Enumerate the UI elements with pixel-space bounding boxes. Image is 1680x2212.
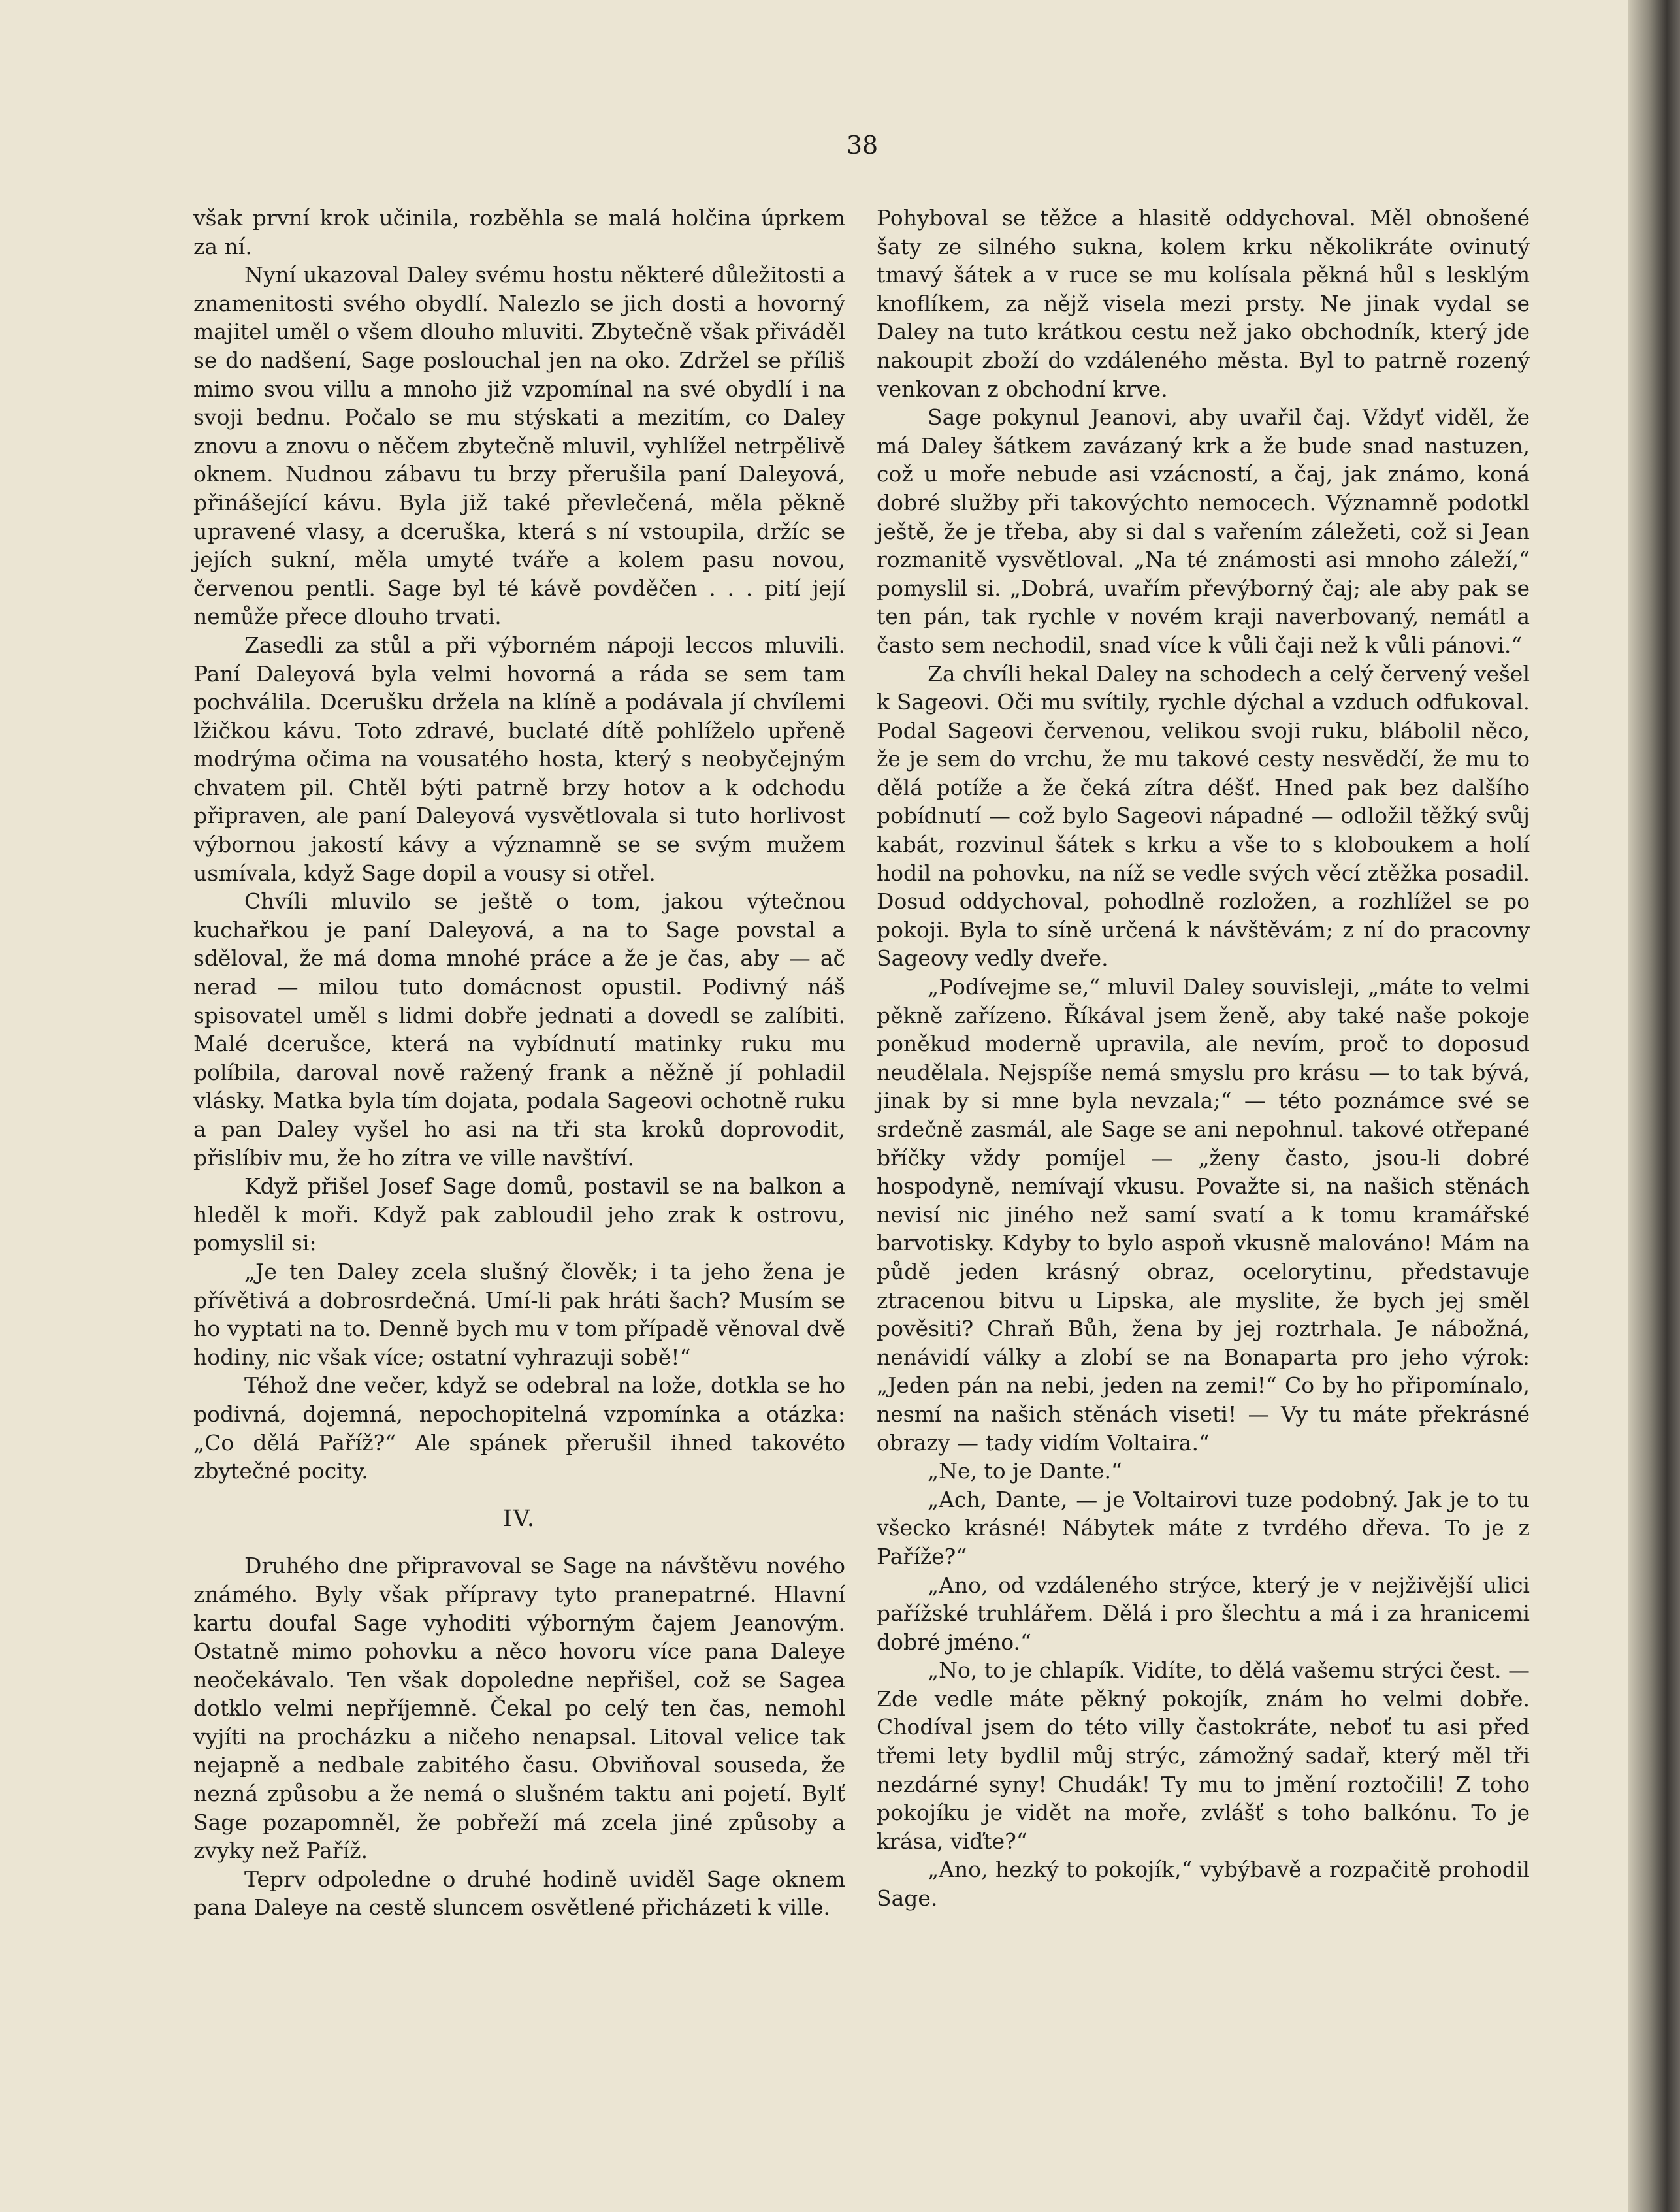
paragraph: Sage pokynul Jeanovi, aby uvařil čaj. Vždyť viděl, že má Daley šátkem zavázaný krk a že bude snad nastuzen, což u moře nebude asi vzácností, a čaj, jak známo, koná dobré služby při takovýchto nemocech. Významně podotkl ještě, že je třeba, aby si dal s vařením záležeti, což si Jean rozmanitě vysvětloval. „Na té známosti asi mnoho záleží,“ pomyslil si. „Dobrá, uvařím převýborný čaj; ale aby pak se ten pán, tak rychle v novém kraji naverbovaný, nemátl a často sem nechodil, snad více k vůli čaji než k vůli pánovi.“ [877,404,1530,658]
paragraph: Téhož dne večer, když se odebral na lože, dotkla se ho podivná, dojemná, nepochopitelná vzpomínka a otázka: „Co dělá Paříž?“ Ale spánek přerušil ihned takovéto zbytečné pocity. [193,1373,845,1484]
paragraph: Nyní ukazoval Daley svému hostu některé důležitosti a znamenitosti svého obydlí. Nalezlo se jich dosti a hovorný majitel uměl o všem dlouho mluviti. Zbytečně však přiváděl se do nadšení, Sage poslouchal jen na oko. Zdržel se příliš mimo svou villu a mnoho již vzpomínal na své obydlí i na svoji bednu. Počalo se mu stýskati a mezitím, co Daley znovu a znovu o něčem zbytečně mluvil, vyhlížel netrpělivě oknem. Nudnou zábavu tu brzy přerušila paní Daleyová, přinášející kávu. Byla již také převlečená, měla pěkně upravené vlasy, a dceruška, která s ní vstoupila, držíc se jejích sukní, měla umyté tváře a kolem pasu novou, červenou pentli. Sage byl té kávě povděčen . . . pití její nemůže přece dlouho trvati. [193,262,845,630]
paragraph: však první krok učinila, rozběhla se malá holčina úprkem za ní. [193,205,845,259]
paragraph: „Ano, od vzdáleného strýce, který je v nejživější ulici pařížské truhlářem. Dělá i pro šlechtu a má i za hranicemi dobré jméno.“ [877,1572,1530,1655]
right-column [877,204,1530,1913]
paragraph: „Ano, hezký to pokojík,“ vybýbavě a rozpačitě prohodil Sage. [877,1857,1530,1911]
paragraph: „Ne, to je Dante.“ [928,1458,1122,1484]
paragraph: Za chvíli hekal Daley na schodech a celý červený vešel k Sageovi. Oči mu svítily, rychle dýchal a vzduch odfukoval. Podal Sageovi červenou, velikou svoji ruku, blábolil něco, že je sem do vrchu, že mu takové cesty nesvědčí, že mu to dělá potíže a že čeká zítra déšť. Hned pak bez dalšího pobídnutí — což bylo Sageovi nápadné — odložil těžký svůj kabát, rozvinul šátek s krku a vše to s kloboukem a holí hodil na pohovku, na níž se vedle svých věcí ztěžka posadil. Dosud oddychoval, pohodlně rozložen, a rozhlížel se po pokoji. Byla to síně určená k návštěvám; z ní do pracovny Sageovy vedly dveře. [877,660,1530,971]
paragraph: Druhého dne připravoval se Sage na návštěvu nového známého. Byly však přípravy tyto pranepatrné. Hlavní kartu doufal Sage vyhoditi výborným čajem Jeanovým. Ostatně mimo pohovku a něco hovoru více pana Daleye neočekávalo. Ten však dopoledne nepřišel, což se Sagea dotklo velmi nepříjemně. Čekal po celý ten čas, nemohl vyjíti na procházku a ničeho nenapsal. Litoval velice tak nejapně a nedbale zabitého času. Obviňoval souseda, že nezná způsobu a že nemá o slušném taktu ani pojetí. Bylť Sage pozapomněl, že pobřeží má zcela jiné způsoby a zvyky než Paříž. [193,1553,845,1864]
paragraph: „Je ten Daley zcela slušný člověk; i ta jeho žena je přívětivá a dobrosrdečná. Umí-li pak hráti šach? Musím se ho vyptati na to. Denně bych mu v tom případě věnoval dvě hodiny, nic však více; ostatní vyhrazuji sobě!“ [193,1258,845,1370]
paragraph: „No, to je chlapík. Vidíte, to dělá vašemu strýci čest. — Zde vedle máte pěkný pokojík, znám ho velmi dobře. Chodíval jsem do této villy častokráte, neboť tu asi před třemi lety bydlil můj strýc, zámožný sadař, který měl tři nezdárné syny! Chudák! Ty mu to jmění roztočili! Z toho pokojíku je vidět na moře, zvlášť s toho balkónu. To je krása, viďte?“ [877,1657,1530,1854]
page-number: 38 [846,131,879,159]
left-column [193,204,845,1922]
paragraph: Když přišel Josef Sage domů, postavil se na balkon a hleděl k moři. Když pak zabloudil jeho zrak k ostrovu, pomyslil si: [193,1173,845,1256]
paragraph: Teprv odpoledne o druhé hodině uviděl Sage oknem pana Daleye na cestě sluncem osvětlené přicházeti k ville. [193,1866,845,1921]
paragraph: „Ach, Dante, — je Voltairovi tuze podobný. Jak je to tu všecko krásné! Nábytek máte z tvrdého dřeva. To je z Paříže?“ [877,1486,1530,1569]
paragraph: Zasedli za stůl a při výborném nápoji leccos mluvili. Paní Daleyová byla velmi hovorná a ráda se sem tam pochválila. Dcerušku držela na klíně a podávala jí chvílemi lžičkou kávu. Toto zdravé, buclaté dítě pohlíželo upřeně modrýma očima na vousatého hosta, který s neobyčejným chvatem pil. Chtěl býti patrně brzy hotov a k odchodu připraven, ale paní Daleyová vysvětlovala si tuto horlivost výbornou jakostí kávy a významně se se svým mužem usmívala, když Sage dopil a vousy si otřel. [193,632,845,886]
paragraph: „Podívejme se,“ mluvil Daley souvisleji, „máte to velmi pěkně zařízeno. Říkával jsem ženě, aby také naše pokoje poněkud moderně upravila, ale nevím, proč to doposud neudělala. Nejspíše nemá smyslu pro krásu — to tak bývá, jinak by si mne byla nevzala;“ — této poznámce své se srdečně zasmál, ale Sage se ani nepohnul. takové otřepané bříčky vždy pomíjel — „ženy často, jsou-li dobré hospodyně, nemívají vkusu. Považte si, na našich stěnách nevisí nic jiného než samí svatí a k tomu kramářské barvotisky. Kdyby to bylo aspoň vkusně malováno! Mám na půdě jeden krásný obraz, ocelorytinu, představuje ztracenou bitvu u Lipska, ale myslite, že bych jej směl pověsiti? Chraň Bůh, žena by jej roztrhala. Je nábožná, nenávidí války a zlobí se na Bonaparta pro jeho výrok: „Jeden pán na nebi, jeden na zemi!“ Co by ho připomínalo, nesmí na našich stěnách viseti! — Vy tu máte překrásné obrazy — tady vidím Voltaira.“ [877,974,1530,1456]
section-heading: IV. [502,1505,536,1532]
book-binding-edge [1628,0,1680,2212]
paragraph: Pohyboval se těžce a hlasitě oddychoval. Měl obnošené šaty ze silného sukna, kolem krku několikráte ovinutý tmavý šátek a v ruce se mu kolísala pěkná hůl s lesklým knoflíkem, za nějž visela mezi prsty. Ne jinak vydal se Daley na tuto krátkou cestu než jako obchodník, který jde nakoupit zboží do vzdáleného města. Byl to patrně rozený venkovan z obchodní krve. [877,205,1530,402]
paragraph: Chvíli mluvilo se ještě o tom, jakou výtečnou kuchařkou je paní Daleyová, a na to Sage povstal a sděloval, že má doma mnohé práce a že je čas, aby — ač nerad — milou tuto domácnost opustil. Podivný náš spisovatel uměl s lidmi dobře jednati a dovedl se zalíbiti. Malé dcerušce, která na vybídnutí matinky ruku mu políbila, daroval nově ražený frank a něžně jí pohladil vlásky. Matka byla tím dojata, podala Sageovi ochotně ruku a pan Daley vyšel ho asi na tři sta kroků doprovodit, přislíbiv mu, že ho zítra ve ville navštíví. [193,888,845,1171]
